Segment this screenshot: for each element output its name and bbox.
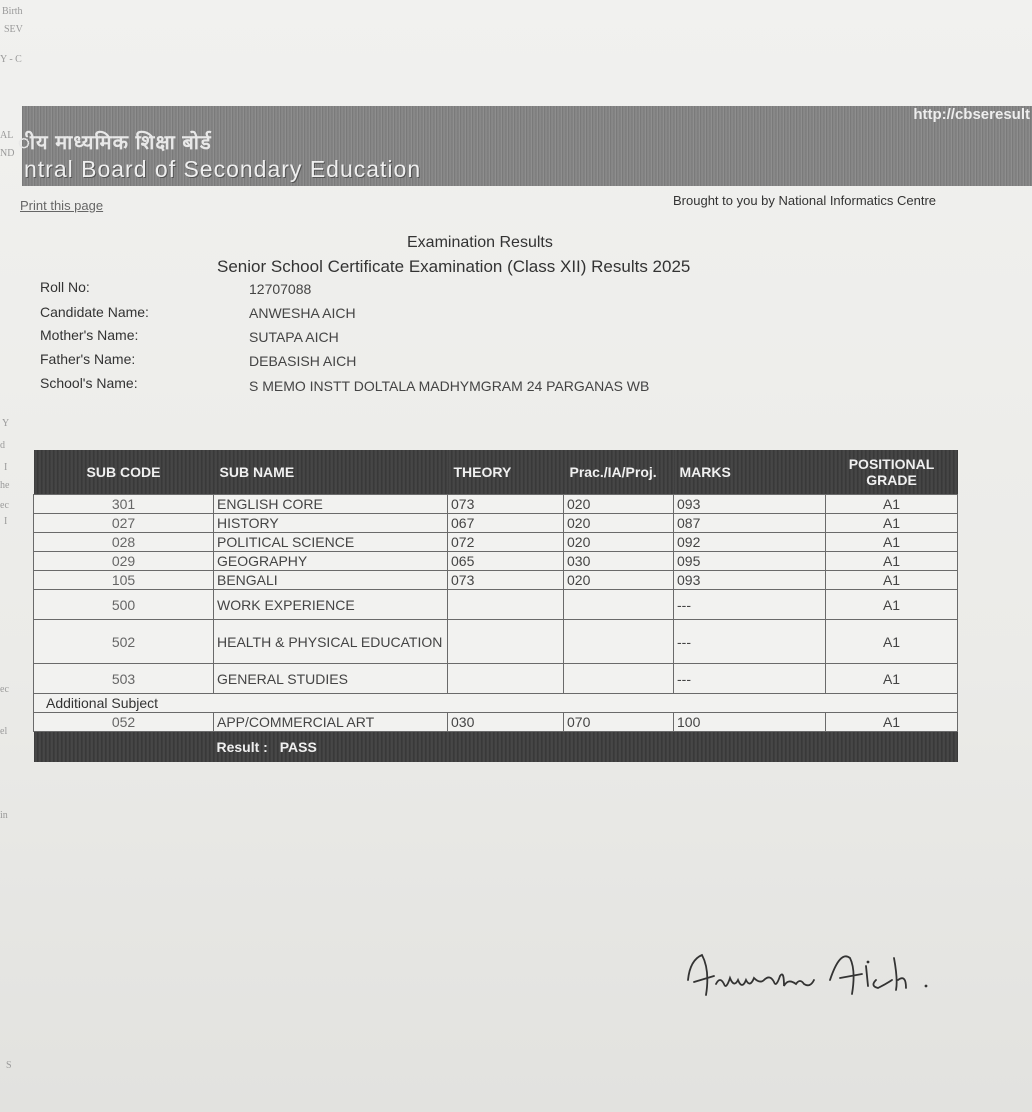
- edge-text: ND: [0, 148, 15, 159]
- mother-name-value: SUTAPA AICH: [249, 329, 339, 345]
- grade-cell: A1: [826, 533, 958, 552]
- site-url: http://cbseresult: [913, 106, 1030, 123]
- edge-text: S: [6, 1060, 12, 1071]
- header-sub-name: SUB NAME: [214, 450, 448, 495]
- marks-cell: 087: [674, 514, 826, 533]
- table-row: [34, 514, 958, 533]
- marks-cell: 093: [674, 571, 826, 590]
- edge-text: AL: [0, 130, 14, 141]
- father-name-value: DEBASISH AICH: [249, 353, 357, 369]
- marks-cell: ---: [674, 590, 826, 620]
- practical-cell: 020: [564, 495, 674, 514]
- edge-text: Y - C: [0, 54, 22, 65]
- result-value: PASS: [279, 739, 317, 755]
- practical-cell: [564, 590, 674, 620]
- practical-cell: 020: [564, 514, 674, 533]
- grade-cell: A1: [826, 571, 958, 590]
- results-table: [33, 450, 958, 762]
- edge-text: el: [0, 726, 8, 737]
- edge-text: ec: [0, 684, 9, 695]
- sub-name-cell: BENGALI: [214, 571, 448, 590]
- header-positional-grade: POSITIONAL GRADE: [826, 450, 958, 495]
- edge-text: SEV: [4, 24, 23, 35]
- roll-label: Roll No:: [40, 279, 90, 295]
- practical-cell: [564, 664, 674, 694]
- brought-by-text: Brought to you by National Informatics Centre: [673, 193, 937, 208]
- sub-code-cell: 029: [34, 552, 214, 571]
- grade-cell: A1: [826, 590, 958, 620]
- marks-cell: ---: [674, 664, 826, 694]
- grade-cell: A1: [826, 495, 958, 514]
- edge-text: he: [0, 480, 10, 491]
- marks-cell: 100: [674, 713, 826, 732]
- theory-cell: 072: [448, 533, 564, 552]
- grade-cell: A1: [826, 620, 958, 664]
- page-subtitle: Senior School Certificate Examination (Class XII) Results 2025: [217, 257, 691, 276]
- theory-cell: 073: [448, 495, 564, 514]
- table-row: [34, 571, 958, 590]
- grade-cell: A1: [826, 552, 958, 571]
- roll-value: 12707088: [249, 281, 312, 297]
- result-label: Result :: [216, 739, 268, 755]
- sub-name-cell: GENERAL STUDIES: [214, 664, 448, 694]
- table-row: [34, 620, 958, 664]
- result-row: [34, 732, 958, 763]
- table-row: [34, 552, 958, 571]
- edge-text: ec: [0, 500, 9, 511]
- practical-cell: 030: [564, 552, 674, 571]
- header-marks: MARKS: [674, 450, 826, 495]
- theory-cell: [448, 620, 564, 664]
- theory-cell: 073: [448, 571, 564, 590]
- sub-code-cell: 500: [34, 590, 214, 620]
- school-name-label: School's Name:: [40, 375, 138, 391]
- table-row: [34, 590, 958, 620]
- edge-text: I: [4, 516, 8, 527]
- theory-cell: [448, 664, 564, 694]
- print-page-link[interactable]: Print this page: [20, 198, 104, 213]
- results-table-wrapper: [33, 450, 957, 762]
- sub-name-cell: GEOGRAPHY: [214, 552, 448, 571]
- table-row: [34, 664, 958, 694]
- edge-text: I: [4, 462, 8, 473]
- school-name-value: S MEMO INSTT DOLTALA MADHYMGRAM 24 PARGANAS WB: [249, 378, 650, 394]
- sub-code-cell: 027: [34, 514, 214, 533]
- edge-text: in: [0, 810, 8, 821]
- practical-cell: 070: [564, 713, 674, 732]
- table-row: [34, 495, 958, 514]
- result-spacer: [34, 732, 214, 763]
- candidate-name-value: ANWESHA AICH: [249, 305, 356, 321]
- grade-cell: A1: [826, 664, 958, 694]
- signature: [680, 940, 980, 1010]
- sub-name-cell: ENGLISH CORE: [214, 495, 448, 514]
- sub-name-cell: APP/COMMERCIAL ART: [214, 713, 448, 732]
- header-theory: THEORY: [448, 450, 564, 495]
- marks-cell: 092: [674, 533, 826, 552]
- sub-name-cell: POLITICAL SCIENCE: [214, 533, 448, 552]
- marks-cell: 093: [674, 495, 826, 514]
- practical-cell: 020: [564, 533, 674, 552]
- marks-cell: ---: [674, 620, 826, 664]
- theory-cell: 030: [448, 713, 564, 732]
- edge-text: Birth: [2, 6, 23, 17]
- page-title: Examination Results: [407, 234, 553, 251]
- edge-text: Y: [2, 418, 10, 429]
- grade-cell: A1: [826, 514, 958, 533]
- table-header-row: [34, 450, 958, 495]
- table-row: [34, 713, 958, 732]
- sub-name-cell: WORK EXPERIENCE: [214, 590, 448, 620]
- sub-code-cell: 301: [34, 495, 214, 514]
- theory-cell: 067: [448, 514, 564, 533]
- additional-subject-label: Additional Subject: [34, 694, 958, 713]
- sub-code-cell: 502: [34, 620, 214, 664]
- additional-subject-row: [34, 694, 958, 713]
- result-cell: [214, 732, 958, 763]
- edge-text: d: [0, 440, 5, 451]
- table-row: [34, 533, 958, 552]
- candidate-name-label: Candidate Name:: [40, 304, 149, 320]
- board-name: ntral Board of Secondary Education: [24, 156, 422, 182]
- sub-code-cell: 028: [34, 533, 214, 552]
- theory-cell: 065: [448, 552, 564, 571]
- grade-cell: A1: [826, 713, 958, 732]
- marks-cell: 095: [674, 552, 826, 571]
- theory-cell: [448, 590, 564, 620]
- header-sub-code: SUB CODE: [34, 450, 214, 495]
- header-practical: Prac./IA/Proj.: [564, 450, 674, 495]
- practical-cell: [564, 620, 674, 664]
- sub-code-cell: 503: [34, 664, 214, 694]
- hindi-board-title: ीय माध्यमिक शिक्षा बोर्ड: [18, 132, 212, 154]
- sub-code-cell: 052: [34, 713, 214, 732]
- mother-name-label: Mother's Name:: [40, 327, 139, 343]
- sub-code-cell: 105: [34, 571, 214, 590]
- sub-name-cell: HEALTH & PHYSICAL EDUCATION: [214, 620, 448, 664]
- father-name-label: Father's Name:: [40, 351, 136, 367]
- practical-cell: 020: [564, 571, 674, 590]
- sub-name-cell: HISTORY: [214, 514, 448, 533]
